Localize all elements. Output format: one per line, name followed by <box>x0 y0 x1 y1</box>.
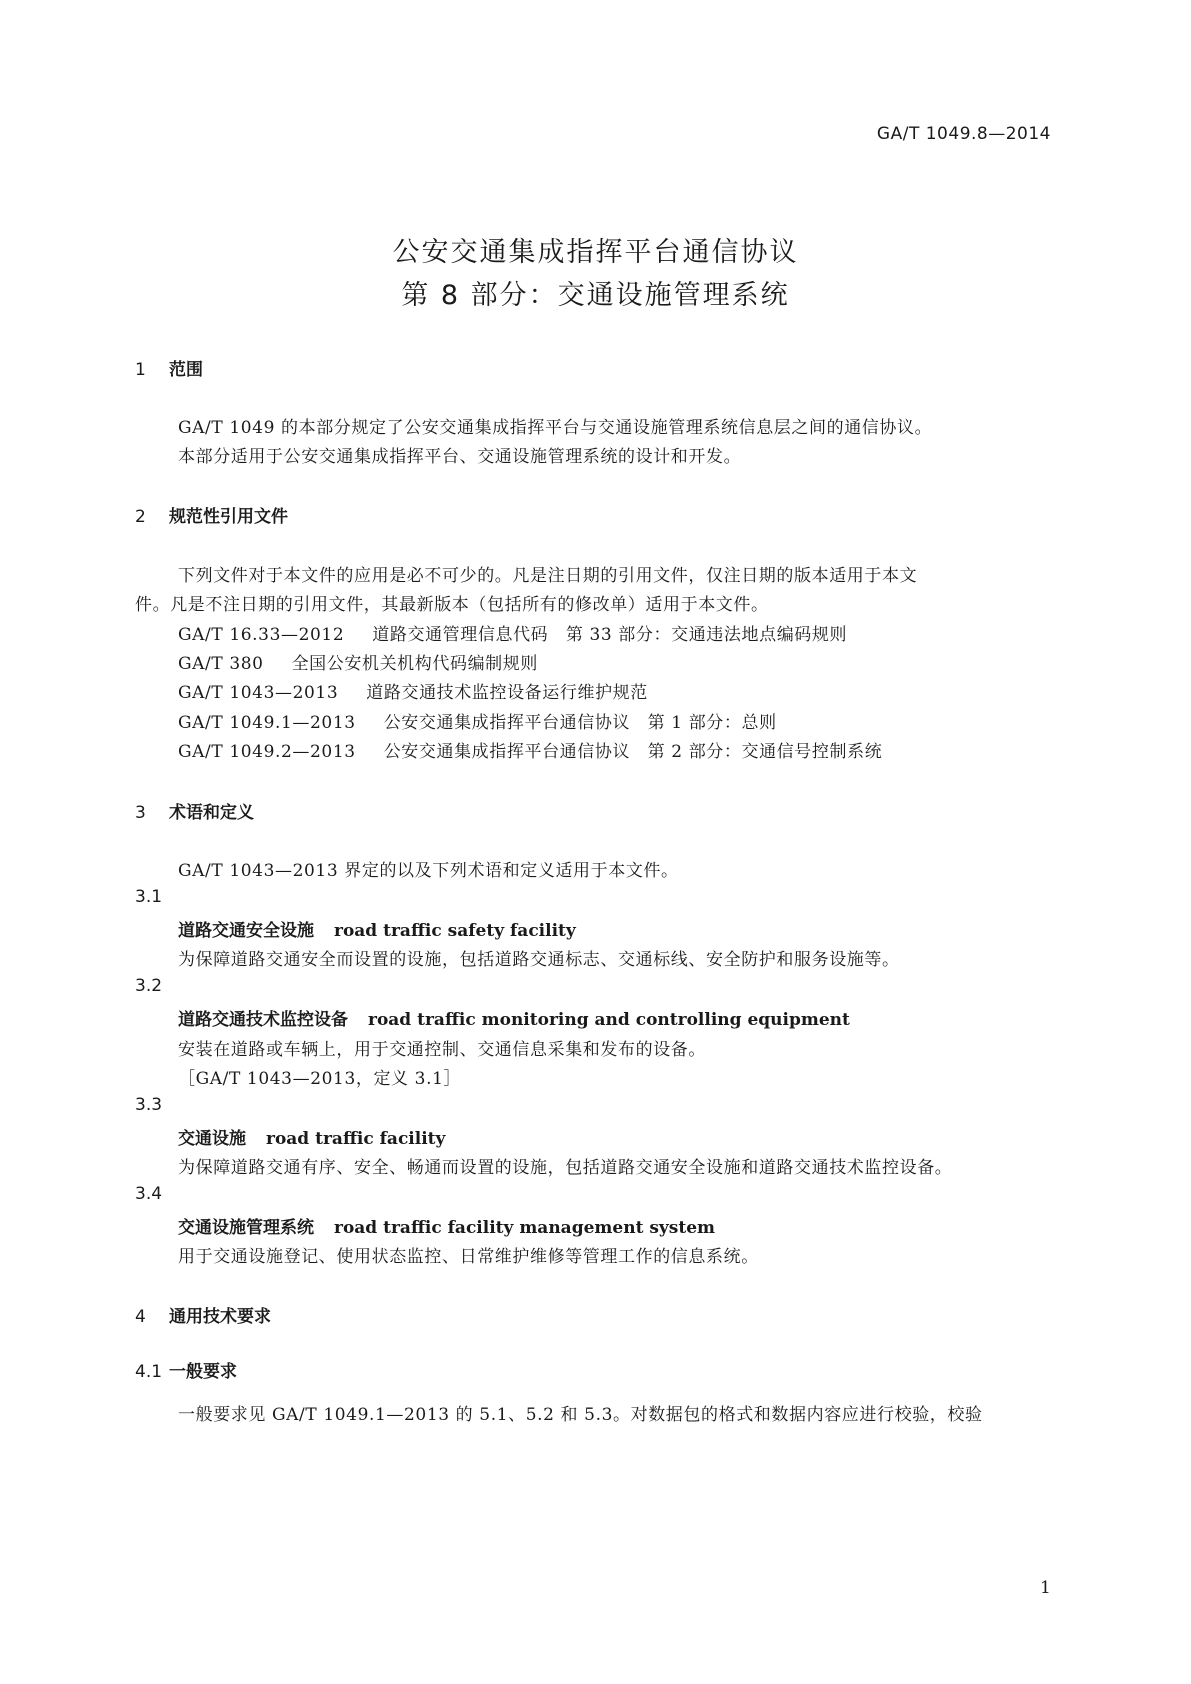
section-3-heading <box>135 798 254 823</box>
term-en: road traffic monitoring and controlling equipment <box>368 1010 850 1030</box>
term-zh: 道路交通技术监控设备 <box>178 1010 348 1030</box>
term-title <box>178 1124 445 1149</box>
reference-code: GA/T 380 <box>178 654 264 674</box>
page-number: 1 <box>1040 1578 1051 1598</box>
section-2-heading <box>135 502 288 527</box>
term-definition: 为保障道路交通有序、安全、畅通而设置的设施，包括道路交通安全设施和道路交通技术监控设备。 <box>178 1158 953 1178</box>
term-en: road traffic facility management system <box>334 1218 716 1238</box>
reference-code: GA/T 1049.2—2013 <box>178 742 356 762</box>
normative-reference <box>178 620 847 645</box>
term-number: 3.2 <box>135 976 163 996</box>
normative-reference <box>178 708 777 733</box>
scope-paragraph-1: GA/T 1049 的本部分规定了公安交通集成指挥平台与交通设施管理系统信息层之间的通信协议。 <box>178 418 933 438</box>
term-en: road traffic safety facility <box>334 921 576 941</box>
reference-code: GA/T 1049.1—2013 <box>178 713 356 733</box>
section-4-heading <box>135 1302 271 1327</box>
section-title: 一般要求 <box>169 1362 237 1382</box>
terms-intro: GA/T 1043—2013 界定的以及下列术语和定义适用于本文件。 <box>178 861 679 881</box>
section-title: 通用技术要求 <box>169 1307 271 1327</box>
section-number: 4 <box>135 1307 146 1327</box>
term-number: 3.4 <box>135 1184 163 1204</box>
section-number: 1 <box>135 360 146 380</box>
section-title: 术语和定义 <box>169 803 254 823</box>
document-title: 公安交通集成指挥平台通信协议 <box>392 237 799 268</box>
term-source: ［GA/T 1043—2013，定义 3.1］ <box>178 1069 462 1089</box>
section-number: 4.1 <box>135 1362 163 1382</box>
reference-code: GA/T 1043—2013 <box>178 683 339 703</box>
term-zh: 道路交通安全设施 <box>178 921 314 941</box>
reference-title: 道路交通管理信息代码 第 33 部分：交通违法地点编码规则 <box>372 625 848 645</box>
term-title <box>178 1213 715 1238</box>
term-title <box>178 916 576 941</box>
term-zh: 交通设施管理系统 <box>178 1218 314 1238</box>
reference-title: 全国公安机关机构代码编制规则 <box>291 654 538 674</box>
reference-code: GA/T 16.33—2012 <box>178 625 345 645</box>
scope-paragraph-2: 本部分适用于公安交通集成指挥平台、交通设施管理系统的设计和开发。 <box>178 447 742 467</box>
term-definition: 安装在道路或车辆上，用于交通控制、交通信息采集和发布的设备。 <box>178 1040 706 1060</box>
document-subtitle: 第 8 部分：交通设施管理系统 <box>401 280 790 311</box>
section-4-1-heading <box>135 1357 237 1382</box>
term-title <box>178 1005 850 1030</box>
normative-intro-line-1: 下列文件对于本文件的应用是必不可少的。凡是注日期的引用文件，仅注日期的版本适用于本文 <box>178 566 918 586</box>
term-number: 3.3 <box>135 1095 163 1115</box>
reference-title: 公安交通集成指挥平台通信协议 第 2 部分：交通信号控制系统 <box>383 742 883 762</box>
reference-title: 道路交通技术监控设备运行维护规范 <box>366 683 648 703</box>
reference-title: 公安交通集成指挥平台通信协议 第 1 部分：总则 <box>383 713 777 733</box>
section-number: 3 <box>135 803 146 823</box>
standard-code: GA/T 1049.8—2014 <box>876 124 1051 144</box>
term-zh: 交通设施 <box>178 1129 246 1149</box>
normative-reference <box>178 737 882 762</box>
term-number: 3.1 <box>135 887 163 907</box>
term-en: road traffic facility <box>266 1129 446 1149</box>
section-1-heading <box>135 355 203 380</box>
term-definition: 用于交通设施登记、使用状态监控、日常维护维修等管理工作的信息系统。 <box>178 1247 759 1267</box>
section-title: 范围 <box>169 360 203 380</box>
normative-intro-line-2: 件。凡是不注日期的引用文件，其最新版本（包括所有的修改单）适用于本文件。 <box>135 595 769 615</box>
term-definition: 为保障道路交通安全而设置的设施，包括道路交通标志、交通标线、安全防护和服务设施等。 <box>178 950 900 970</box>
normative-reference <box>178 649 538 674</box>
general-requirements-paragraph: 一般要求见 GA/T 1049.1—2013 的 5.1、5.2 和 5.3。对数据包的格式和数据内容应进行校验，校验 <box>178 1405 983 1425</box>
section-number: 2 <box>135 507 146 527</box>
section-title: 规范性引用文件 <box>169 507 288 527</box>
normative-reference <box>178 678 648 703</box>
